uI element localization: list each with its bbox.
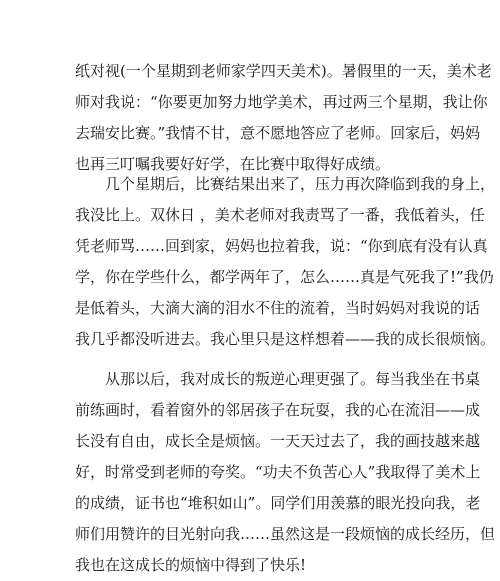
text-line: 师对我说：“你要更加努力地学美术，再过两三个星期，我让你 xyxy=(75,93,488,111)
text-line: 前练画时，看着窗外的邻居孩子在玩耍，我的心在流泪——成 xyxy=(75,401,481,419)
paragraph-3 xyxy=(75,364,496,581)
text-line: 学，你在学些什么，都学两年了，怎么……真是气死我了!”我仍 xyxy=(75,268,494,286)
text-line: 的成绩，证书也“堆积如山”。同学们用羡慕的眼光投向我，老 xyxy=(75,494,481,512)
text-line: 去瑞安比赛。”我情不甘，意不愿地答应了老师。回家后，妈妈 xyxy=(75,124,481,142)
text-line: 也再三叮嘱我要好好学，在比赛中取得好成绩。 xyxy=(75,155,391,173)
text-line: 纸对视(一个星期到老师家学四天美术)。暑假里的一天，美术老 xyxy=(75,62,492,80)
text-line: 凭老师骂……回到家，妈妈也拉着我，说：“你到底有没有认真 xyxy=(75,237,488,255)
text-line: 我没比上。双休日 ，美术老师对我责骂了一番，我低着头，任 xyxy=(75,206,485,224)
text-line: 我几乎都没听进去。我心里只是这样想着——我的成长很烦恼。 xyxy=(75,330,496,348)
text-line: 是低着头，大滴大滴的泪水不住的流着，当时妈妈对我说的话 xyxy=(75,299,481,317)
text-line: 好，时常受到老师的夸奖。“功夫不负苦心人”我取得了美术上 xyxy=(75,463,481,481)
text-line: 师们用赞许的目光射向我……虽然这是一段烦恼的成长经历，但 xyxy=(75,525,496,543)
text-line: 从那以后，我对成长的叛逆心理更强了。每当我坐在书桌 xyxy=(105,370,481,388)
text-line: 我也在这成长的烦恼中得到了快乐! xyxy=(75,556,307,574)
paragraph-1 xyxy=(75,56,492,180)
text-line: 几个星期后，比赛结果出来了，压力再次降临到我的身上， xyxy=(105,175,496,193)
paragraph-2 xyxy=(75,169,496,355)
text-line: 长没有自由，成长全是烦恼。一天天过去了，我的画技越来越 xyxy=(75,432,481,450)
